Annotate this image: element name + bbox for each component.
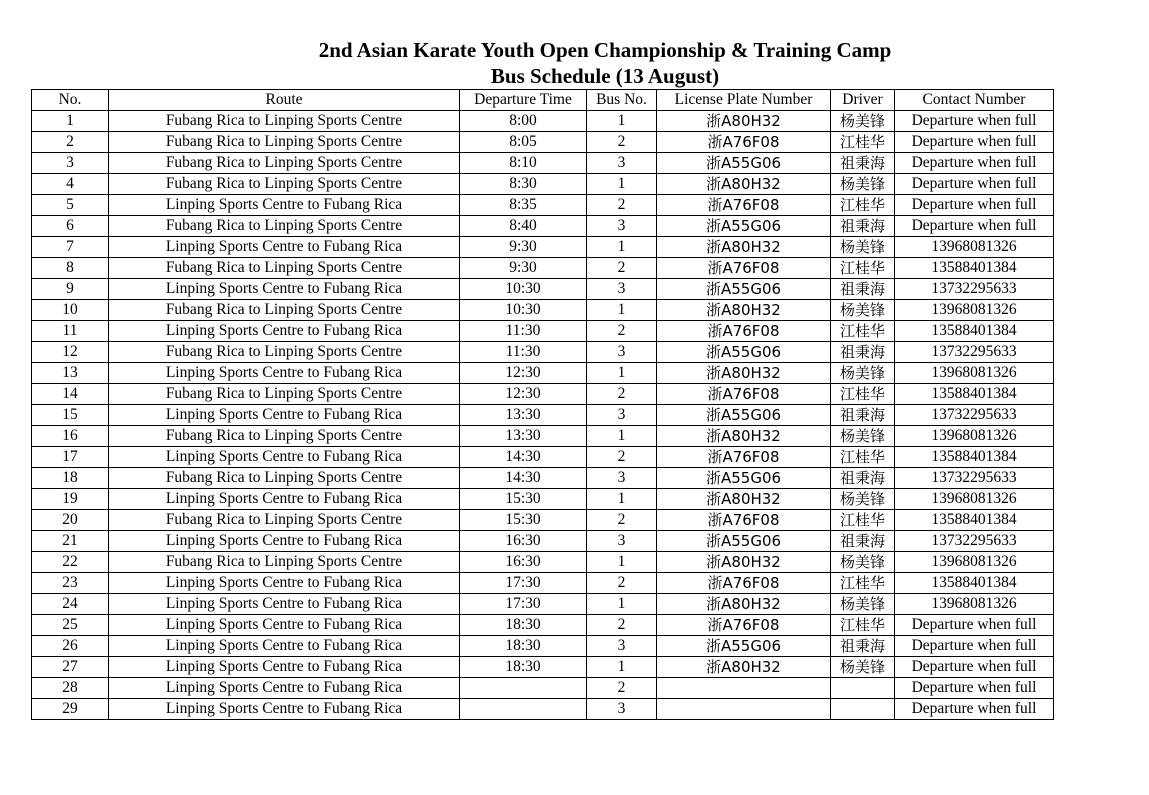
- cell-departure-time: 11:30: [460, 321, 587, 342]
- cell-departure-time: 8:00: [460, 111, 587, 132]
- column-header-no: No.: [32, 90, 109, 111]
- table-row: [32, 216, 1054, 237]
- table-row: [32, 174, 1054, 195]
- cell-driver: 杨美锋: [831, 594, 895, 615]
- cell-license-plate: 浙A76F08: [657, 510, 831, 531]
- cell-driver: 杨美锋: [831, 489, 895, 510]
- cell-bus-no: 1: [587, 489, 657, 510]
- cell-license-plate: 浙A76F08: [657, 573, 831, 594]
- cell-license-plate: 浙A80H32: [657, 489, 831, 510]
- cell-no: 23: [32, 573, 109, 594]
- cell-license-plate: 浙A80H32: [657, 237, 831, 258]
- cell-driver: 祖秉海: [831, 405, 895, 426]
- column-header-departure-time: Departure Time: [460, 90, 587, 111]
- cell-contact-number: Departure when full: [895, 174, 1054, 195]
- cell-driver: 江桂华: [831, 573, 895, 594]
- cell-contact-number: 13968081326: [895, 594, 1054, 615]
- cell-bus-no: 1: [587, 657, 657, 678]
- table-row: [32, 552, 1054, 573]
- cell-license-plate: 浙A55G06: [657, 531, 831, 552]
- cell-departure-time: 13:30: [460, 426, 587, 447]
- cell-bus-no: 2: [587, 615, 657, 636]
- table-row: [32, 531, 1054, 552]
- cell-route: Linping Sports Centre to Fubang Rica: [109, 321, 460, 342]
- cell-license-plate: 浙A80H32: [657, 552, 831, 573]
- cell-no: 20: [32, 510, 109, 531]
- cell-driver: 江桂华: [831, 132, 895, 153]
- cell-no: 18: [32, 468, 109, 489]
- cell-bus-no: 1: [587, 426, 657, 447]
- cell-contact-number: 13968081326: [895, 489, 1054, 510]
- cell-departure-time: 17:30: [460, 573, 587, 594]
- table-row: [32, 615, 1054, 636]
- cell-license-plate: 浙A80H32: [657, 594, 831, 615]
- cell-contact-number: Departure when full: [895, 678, 1054, 699]
- cell-departure-time: 10:30: [460, 279, 587, 300]
- cell-departure-time: 17:30: [460, 594, 587, 615]
- cell-bus-no: 1: [587, 174, 657, 195]
- cell-license-plate: 浙A76F08: [657, 195, 831, 216]
- cell-license-plate: 浙A55G06: [657, 405, 831, 426]
- cell-no: 5: [32, 195, 109, 216]
- table-row: [32, 153, 1054, 174]
- cell-route: Linping Sports Centre to Fubang Rica: [109, 363, 460, 384]
- cell-driver: 杨美锋: [831, 426, 895, 447]
- cell-no: 4: [32, 174, 109, 195]
- cell-route: Linping Sports Centre to Fubang Rica: [109, 237, 460, 258]
- document-title: 2nd Asian Karate Youth Open Championship & Training Camp: [318, 38, 892, 62]
- cell-contact-number: 13588401384: [895, 510, 1054, 531]
- cell-route: Fubang Rica to Linping Sports Centre: [109, 468, 460, 489]
- cell-departure-time: 14:30: [460, 468, 587, 489]
- cell-bus-no: 2: [587, 510, 657, 531]
- cell-driver: 杨美锋: [831, 174, 895, 195]
- table-row: [32, 111, 1054, 132]
- cell-departure-time: 9:30: [460, 258, 587, 279]
- cell-route: Fubang Rica to Linping Sports Centre: [109, 552, 460, 573]
- cell-no: 2: [32, 132, 109, 153]
- cell-no: 12: [32, 342, 109, 363]
- cell-driver: [831, 678, 895, 699]
- table-row: [32, 594, 1054, 615]
- table-row: [32, 405, 1054, 426]
- cell-driver: 祖秉海: [831, 279, 895, 300]
- cell-bus-no: 2: [587, 195, 657, 216]
- cell-driver: 江桂华: [831, 195, 895, 216]
- cell-no: 11: [32, 321, 109, 342]
- cell-route: Linping Sports Centre to Fubang Rica: [109, 636, 460, 657]
- cell-contact-number: 13588401384: [895, 573, 1054, 594]
- cell-contact-number: 13588401384: [895, 258, 1054, 279]
- cell-license-plate: 浙A55G06: [657, 636, 831, 657]
- cell-route: Fubang Rica to Linping Sports Centre: [109, 426, 460, 447]
- cell-no: 6: [32, 216, 109, 237]
- cell-contact-number: 13968081326: [895, 426, 1054, 447]
- column-header-route: Route: [109, 90, 460, 111]
- cell-contact-number: Departure when full: [895, 699, 1054, 720]
- cell-license-plate: 浙A80H32: [657, 174, 831, 195]
- cell-contact-number: Departure when full: [895, 636, 1054, 657]
- table-row: [32, 321, 1054, 342]
- cell-license-plate: 浙A76F08: [657, 321, 831, 342]
- cell-license-plate: 浙A80H32: [657, 426, 831, 447]
- cell-departure-time: 11:30: [460, 342, 587, 363]
- table-row: [32, 699, 1054, 720]
- cell-bus-no: 3: [587, 468, 657, 489]
- table-row: [32, 195, 1054, 216]
- cell-no: 14: [32, 384, 109, 405]
- cell-driver: 祖秉海: [831, 468, 895, 489]
- cell-license-plate: 浙A55G06: [657, 216, 831, 237]
- table-row: [32, 657, 1054, 678]
- cell-departure-time: 13:30: [460, 405, 587, 426]
- document-subtitle: Bus Schedule (13 August): [490, 64, 720, 88]
- cell-contact-number: Departure when full: [895, 657, 1054, 678]
- cell-departure-time: 18:30: [460, 615, 587, 636]
- cell-contact-number: 13732295633: [895, 531, 1054, 552]
- table-row: [32, 300, 1054, 321]
- cell-bus-no: 3: [587, 342, 657, 363]
- cell-license-plate: 浙A55G06: [657, 279, 831, 300]
- cell-bus-no: 1: [587, 363, 657, 384]
- cell-license-plate: 浙A76F08: [657, 615, 831, 636]
- cell-route: Linping Sports Centre to Fubang Rica: [109, 489, 460, 510]
- cell-route: Linping Sports Centre to Fubang Rica: [109, 699, 460, 720]
- cell-contact-number: Departure when full: [895, 615, 1054, 636]
- cell-no: 27: [32, 657, 109, 678]
- cell-driver: [831, 699, 895, 720]
- cell-bus-no: 2: [587, 447, 657, 468]
- cell-route: Linping Sports Centre to Fubang Rica: [109, 279, 460, 300]
- table-row: [32, 678, 1054, 699]
- header-row: [32, 90, 1054, 111]
- cell-no: 28: [32, 678, 109, 699]
- cell-license-plate: 浙A80H32: [657, 111, 831, 132]
- cell-departure-time: 8:40: [460, 216, 587, 237]
- cell-bus-no: 3: [587, 279, 657, 300]
- cell-departure-time: 8:35: [460, 195, 587, 216]
- column-header-bus-no: Bus No.: [587, 90, 657, 111]
- cell-departure-time: 10:30: [460, 300, 587, 321]
- cell-contact-number: Departure when full: [895, 153, 1054, 174]
- cell-license-plate: 浙A80H32: [657, 657, 831, 678]
- cell-no: 1: [32, 111, 109, 132]
- cell-driver: 杨美锋: [831, 552, 895, 573]
- cell-contact-number: 13588401384: [895, 384, 1054, 405]
- column-header-contact-number: Contact Number: [895, 90, 1054, 111]
- cell-no: 26: [32, 636, 109, 657]
- cell-route: Fubang Rica to Linping Sports Centre: [109, 216, 460, 237]
- cell-bus-no: 2: [587, 132, 657, 153]
- cell-driver: 祖秉海: [831, 636, 895, 657]
- cell-no: 8: [32, 258, 109, 279]
- cell-departure-time: [460, 678, 587, 699]
- cell-route: Fubang Rica to Linping Sports Centre: [109, 174, 460, 195]
- cell-route: Fubang Rica to Linping Sports Centre: [109, 153, 460, 174]
- cell-no: 17: [32, 447, 109, 468]
- cell-driver: 祖秉海: [831, 531, 895, 552]
- table-row: [32, 573, 1054, 594]
- cell-driver: 江桂华: [831, 321, 895, 342]
- cell-license-plate: 浙A80H32: [657, 300, 831, 321]
- cell-route: Linping Sports Centre to Fubang Rica: [109, 615, 460, 636]
- cell-departure-time: 15:30: [460, 510, 587, 531]
- cell-contact-number: 13968081326: [895, 237, 1054, 258]
- cell-bus-no: 3: [587, 531, 657, 552]
- cell-contact-number: Departure when full: [895, 195, 1054, 216]
- cell-contact-number: 13732295633: [895, 468, 1054, 489]
- bus-schedule-table: [31, 89, 1054, 720]
- cell-no: 15: [32, 405, 109, 426]
- cell-route: Linping Sports Centre to Fubang Rica: [109, 678, 460, 699]
- cell-contact-number: 13968081326: [895, 552, 1054, 573]
- cell-departure-time: 18:30: [460, 657, 587, 678]
- column-header-license-plate: License Plate Number: [657, 90, 831, 111]
- cell-bus-no: 3: [587, 636, 657, 657]
- cell-license-plate: 浙A76F08: [657, 258, 831, 279]
- cell-bus-no: 1: [587, 300, 657, 321]
- cell-no: 29: [32, 699, 109, 720]
- table-row: [32, 363, 1054, 384]
- cell-route: Fubang Rica to Linping Sports Centre: [109, 111, 460, 132]
- cell-bus-no: 1: [587, 237, 657, 258]
- cell-departure-time: 9:30: [460, 237, 587, 258]
- cell-driver: 杨美锋: [831, 111, 895, 132]
- cell-driver: 杨美锋: [831, 363, 895, 384]
- table-row: [32, 132, 1054, 153]
- table-row: [32, 468, 1054, 489]
- cell-driver: 祖秉海: [831, 342, 895, 363]
- cell-no: 9: [32, 279, 109, 300]
- cell-no: 19: [32, 489, 109, 510]
- cell-contact-number: 13968081326: [895, 300, 1054, 321]
- cell-driver: 杨美锋: [831, 300, 895, 321]
- cell-driver: 江桂华: [831, 258, 895, 279]
- cell-route: Fubang Rica to Linping Sports Centre: [109, 510, 460, 531]
- cell-departure-time: 18:30: [460, 636, 587, 657]
- cell-bus-no: 3: [587, 153, 657, 174]
- cell-license-plate: [657, 699, 831, 720]
- cell-bus-no: 2: [587, 258, 657, 279]
- table-row: [32, 510, 1054, 531]
- cell-bus-no: 1: [587, 111, 657, 132]
- cell-contact-number: 13732295633: [895, 405, 1054, 426]
- cell-contact-number: 13588401384: [895, 321, 1054, 342]
- cell-route: Fubang Rica to Linping Sports Centre: [109, 300, 460, 321]
- cell-no: 3: [32, 153, 109, 174]
- cell-departure-time: 8:30: [460, 174, 587, 195]
- cell-route: Linping Sports Centre to Fubang Rica: [109, 573, 460, 594]
- table-row: [32, 342, 1054, 363]
- cell-bus-no: 1: [587, 552, 657, 573]
- cell-route: Fubang Rica to Linping Sports Centre: [109, 342, 460, 363]
- cell-no: 13: [32, 363, 109, 384]
- cell-contact-number: Departure when full: [895, 216, 1054, 237]
- cell-route: Linping Sports Centre to Fubang Rica: [109, 447, 460, 468]
- cell-no: 10: [32, 300, 109, 321]
- table-row: [32, 258, 1054, 279]
- cell-bus-no: 2: [587, 573, 657, 594]
- cell-contact-number: 13732295633: [895, 279, 1054, 300]
- column-header-driver: Driver: [831, 90, 895, 111]
- cell-license-plate: 浙A76F08: [657, 132, 831, 153]
- cell-contact-number: 13968081326: [895, 363, 1054, 384]
- cell-no: 7: [32, 237, 109, 258]
- cell-license-plate: 浙A55G06: [657, 153, 831, 174]
- table-row: [32, 426, 1054, 447]
- cell-no: 22: [32, 552, 109, 573]
- cell-bus-no: 3: [587, 405, 657, 426]
- cell-departure-time: 15:30: [460, 489, 587, 510]
- table-row: [32, 279, 1054, 300]
- cell-driver: 江桂华: [831, 510, 895, 531]
- table-row: [32, 384, 1054, 405]
- cell-departure-time: 16:30: [460, 531, 587, 552]
- cell-route: Fubang Rica to Linping Sports Centre: [109, 132, 460, 153]
- cell-no: 16: [32, 426, 109, 447]
- cell-driver: 江桂华: [831, 615, 895, 636]
- table-row: [32, 489, 1054, 510]
- cell-departure-time: 12:30: [460, 384, 587, 405]
- cell-license-plate: [657, 678, 831, 699]
- cell-no: 21: [32, 531, 109, 552]
- cell-bus-no: 2: [587, 321, 657, 342]
- cell-contact-number: Departure when full: [895, 111, 1054, 132]
- cell-license-plate: 浙A80H32: [657, 363, 831, 384]
- table-row: [32, 237, 1054, 258]
- cell-departure-time: 16:30: [460, 552, 587, 573]
- cell-license-plate: 浙A76F08: [657, 447, 831, 468]
- cell-contact-number: 13732295633: [895, 342, 1054, 363]
- cell-route: Linping Sports Centre to Fubang Rica: [109, 531, 460, 552]
- cell-driver: 江桂华: [831, 447, 895, 468]
- cell-route: Linping Sports Centre to Fubang Rica: [109, 657, 460, 678]
- cell-departure-time: 12:30: [460, 363, 587, 384]
- cell-departure-time: 8:10: [460, 153, 587, 174]
- cell-license-plate: 浙A55G06: [657, 468, 831, 489]
- cell-bus-no: 3: [587, 216, 657, 237]
- cell-driver: 祖秉海: [831, 216, 895, 237]
- cell-driver: 祖秉海: [831, 153, 895, 174]
- cell-route: Linping Sports Centre to Fubang Rica: [109, 405, 460, 426]
- cell-route: Fubang Rica to Linping Sports Centre: [109, 258, 460, 279]
- cell-driver: 杨美锋: [831, 237, 895, 258]
- cell-departure-time: 14:30: [460, 447, 587, 468]
- cell-contact-number: Departure when full: [895, 132, 1054, 153]
- table-row: [32, 636, 1054, 657]
- cell-bus-no: 1: [587, 594, 657, 615]
- cell-bus-no: 3: [587, 699, 657, 720]
- cell-license-plate: 浙A76F08: [657, 384, 831, 405]
- cell-route: Linping Sports Centre to Fubang Rica: [109, 195, 460, 216]
- cell-contact-number: 13588401384: [895, 447, 1054, 468]
- cell-departure-time: 8:05: [460, 132, 587, 153]
- cell-license-plate: 浙A55G06: [657, 342, 831, 363]
- table-row: [32, 447, 1054, 468]
- cell-bus-no: 2: [587, 678, 657, 699]
- cell-departure-time: [460, 699, 587, 720]
- cell-bus-no: 2: [587, 384, 657, 405]
- cell-driver: 杨美锋: [831, 657, 895, 678]
- cell-driver: 江桂华: [831, 384, 895, 405]
- cell-route: Fubang Rica to Linping Sports Centre: [109, 384, 460, 405]
- cell-route: Linping Sports Centre to Fubang Rica: [109, 594, 460, 615]
- cell-no: 25: [32, 615, 109, 636]
- cell-no: 24: [32, 594, 109, 615]
